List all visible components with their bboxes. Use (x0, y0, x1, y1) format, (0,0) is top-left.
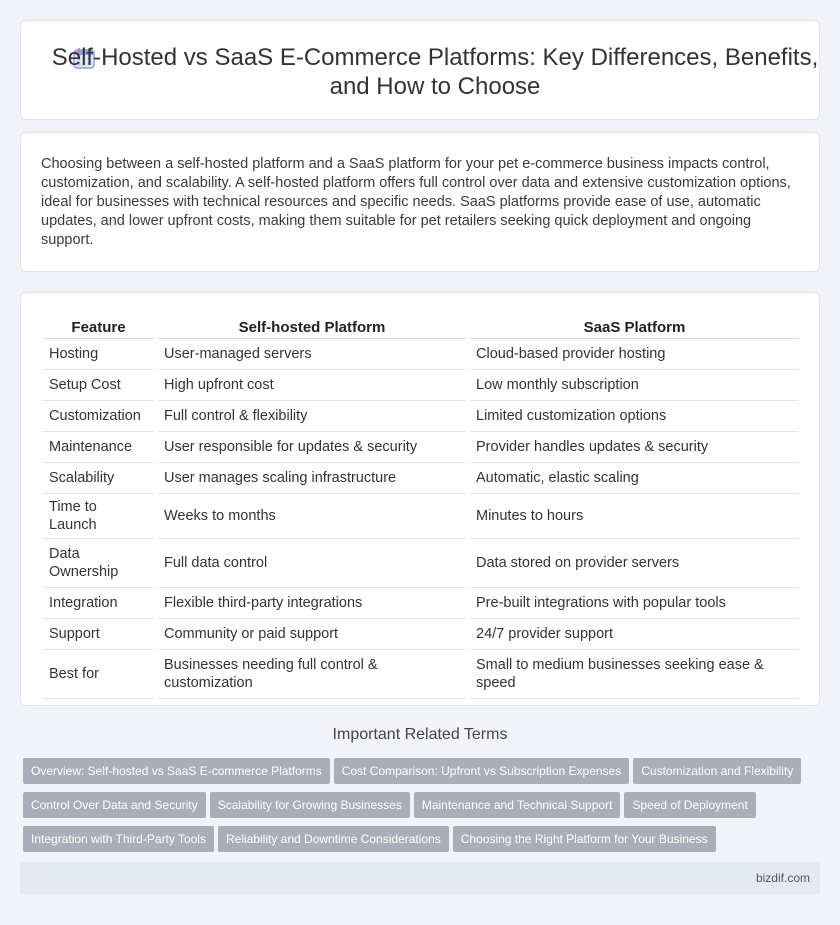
table-row (43, 539, 799, 588)
table-row (43, 650, 799, 699)
feature-cell: Scalability (43, 463, 156, 494)
table-row (43, 463, 799, 494)
header-saas: SaaS Platform (468, 317, 799, 339)
intro-paragraph: Choosing between a self-hosted platform and a SaaS platform for your pet e-commerce business impacts control, customization, and scalability. A self-hosted platform offers full control over data and extensive customization options, ideal for businesses with technical resources and specific needs. SaaS platforms provide ease of use, automatic updates, and lower upfront costs, making them suitable for pet retailers seeking quick deployment and ongoing support. (41, 156, 791, 248)
footer-bar (20, 862, 820, 894)
table-row (43, 401, 799, 432)
self-hosted-cell: High upfront cost (156, 370, 468, 401)
self-hosted-cell: User manages scaling infrastructure (156, 463, 468, 494)
comparison-card (20, 292, 820, 706)
related-term-tag[interactable]: Reliability and Downtime Considerations (218, 826, 449, 852)
header-self-hosted: Self-hosted Platform (156, 317, 468, 339)
related-term-tag[interactable]: Maintenance and Technical Support (414, 792, 621, 818)
self-hosted-cell: Full data control (156, 539, 468, 588)
table-row (43, 339, 799, 370)
table-header-row (43, 317, 799, 339)
table-row (43, 588, 799, 619)
saas-cell: Pre-built integrations with popular tools (468, 588, 799, 619)
related-term-tag[interactable]: Choosing the Right Platform for Your Business (453, 826, 716, 852)
related-term-tag[interactable]: Customization and Flexibility (633, 758, 801, 784)
feature-cell: Integration (43, 588, 156, 619)
related-terms-heading: Important Related Terms (332, 726, 508, 743)
saas-cell: Minutes to hours (468, 494, 799, 539)
self-hosted-cell: User-managed servers (156, 339, 468, 370)
feature-cell: Support (43, 619, 156, 650)
table-row (43, 494, 799, 539)
feature-cell: Customization (43, 401, 156, 432)
self-hosted-cell: Flexible third-party integrations (156, 588, 468, 619)
saas-cell: 24/7 provider support (468, 619, 799, 650)
saas-cell: Low monthly subscription (468, 370, 799, 401)
feature-cell: Best for (43, 650, 156, 699)
feature-cell: Hosting (43, 339, 156, 370)
feature-cell: Maintenance (43, 432, 156, 463)
self-hosted-cell: User responsible for updates & security (156, 432, 468, 463)
related-terms-list (23, 758, 813, 860)
saas-cell: Provider handles updates & security (468, 432, 799, 463)
page-title: Self-Hosted vs SaaS E-Commerce Platforms: Key Differences, Benefits, and How to Choose (51, 44, 819, 100)
feature-cell: Setup Cost (43, 370, 156, 401)
related-term-tag[interactable]: Overview: Self-hosted vs SaaS E-commerce Platforms (23, 758, 330, 784)
self-hosted-cell: Businesses needing full control & customization (156, 650, 468, 699)
feature-cell: Time to Launch (43, 494, 156, 539)
self-hosted-cell: Weeks to months (156, 494, 468, 539)
intro-card (20, 132, 820, 272)
saas-cell: Limited customization options (468, 401, 799, 432)
site-link[interactable]: bizdif.com (755, 871, 810, 885)
table-row (43, 370, 799, 401)
table-row (43, 619, 799, 650)
self-hosted-cell: Full control & flexibility (156, 401, 468, 432)
related-term-tag[interactable]: Speed of Deployment (624, 792, 755, 818)
saas-cell: Small to medium businesses seeking ease & speed (468, 650, 799, 699)
table-row (43, 432, 799, 463)
self-hosted-cell: Community or paid support (156, 619, 468, 650)
comparison-table (43, 317, 799, 699)
feature-cell: Data Ownership (43, 539, 156, 588)
saas-cell: Cloud-based provider hosting (468, 339, 799, 370)
related-term-tag[interactable]: Control Over Data and Security (23, 792, 206, 818)
saas-cell: Automatic, elastic scaling (468, 463, 799, 494)
saas-cell: Data stored on provider servers (468, 539, 799, 588)
header-feature: Feature (43, 317, 156, 339)
related-term-tag[interactable]: Cost Comparison: Upfront vs Subscription Expenses (334, 758, 629, 784)
related-term-tag[interactable]: Scalability for Growing Businesses (210, 792, 410, 818)
related-term-tag[interactable]: Integration with Third-Party Tools (23, 826, 214, 852)
title-card (20, 20, 820, 120)
